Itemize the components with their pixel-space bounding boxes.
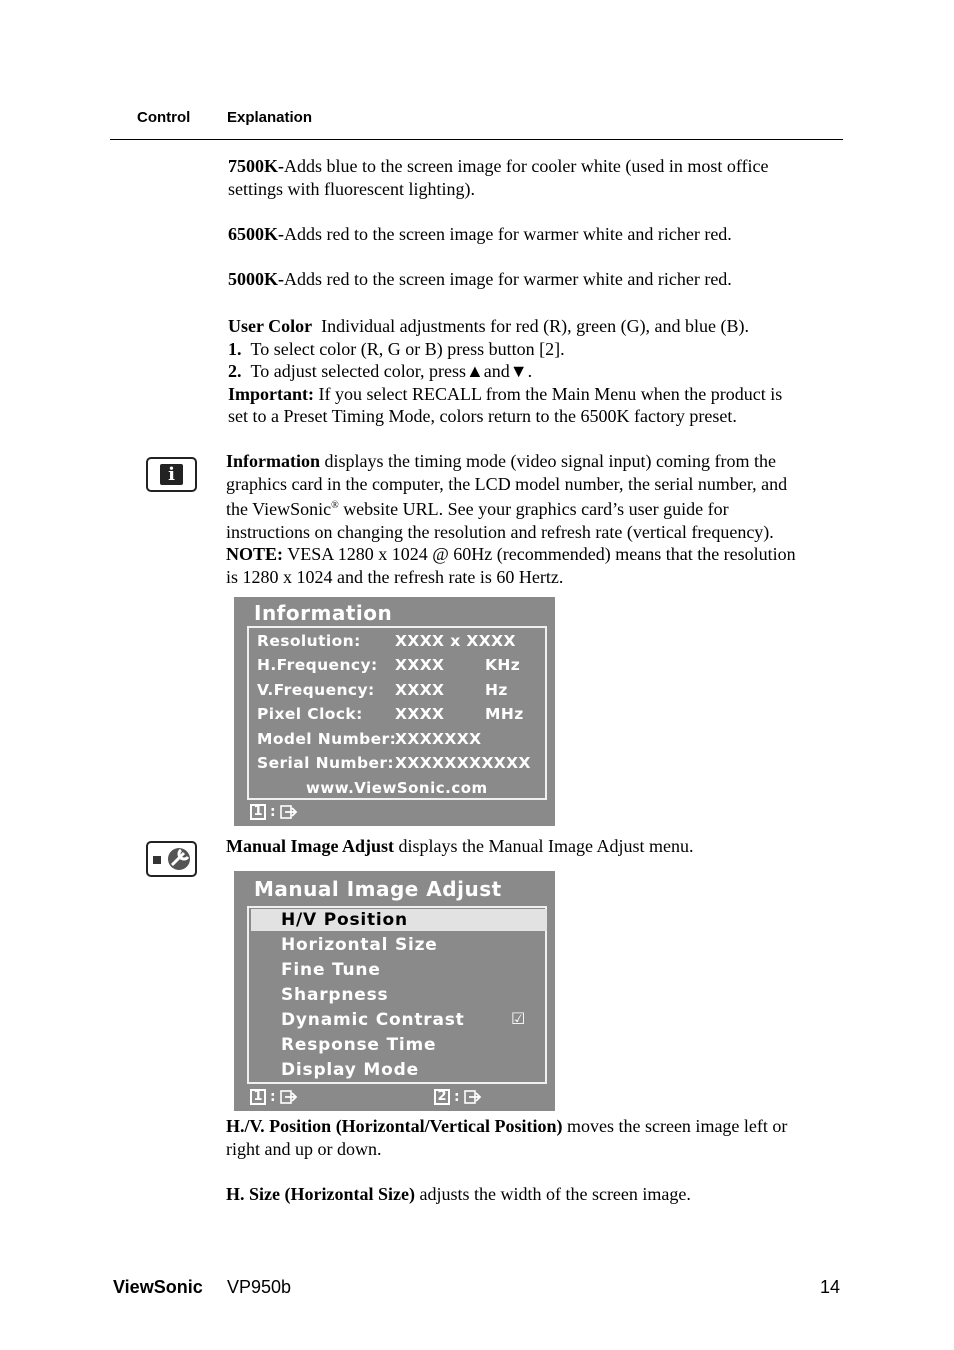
- menu-item-sharpness[interactable]: Sharpness: [281, 985, 389, 1005]
- color-temp-5000k: 5000K-Adds red to the screen image for warmer white and richer red.: [228, 269, 732, 289]
- down-arrow-icon: ▼: [509, 361, 528, 382]
- color-temp-7500k: 7500K-Adds blue to the screen image for cooler white (used in most office settings with fluorescent lighting).: [228, 156, 769, 199]
- key-2-icon: 2: [434, 1089, 450, 1105]
- h-size-description: H. Size (Horizontal Size) adjusts the width of the screen image.: [226, 1184, 691, 1204]
- osd-menu-frame: [247, 906, 547, 1084]
- osd-exit-key: 1 :: [250, 1089, 298, 1105]
- key-1-icon: 1: [250, 1089, 266, 1105]
- note-label: NOTE:: [226, 544, 284, 565]
- osd-info-row: H.Frequency: XXXX KHz: [257, 656, 521, 674]
- manual-image-adjust-icon: [146, 841, 197, 877]
- osd-url: www.ViewSonic.com: [306, 779, 488, 797]
- checkbox-icon[interactable]: ☑: [511, 1009, 526, 1028]
- user-color-label: User Color: [228, 316, 313, 336]
- key-1-icon: 1: [250, 804, 266, 820]
- osd-info-row: Pixel Clock: XXXX MHz: [257, 705, 524, 723]
- menu-item-response-time[interactable]: Response Time: [281, 1035, 437, 1055]
- osd-exit-key: 1 :: [250, 804, 298, 820]
- menu-item-hv-position[interactable]: H/V Position: [281, 910, 408, 930]
- information-description: Information displays the timing mode (video signal input) coming from the graphics card in the computer, the LCD model number, the serial number, and the ViewSonic® website URL. See your graphics card’s user guide for instructions on changing the resolution and refresh rate (vertical frequency). NOTE: VESA 1280 x 1024 @ 60Hz (recommended) means that the resolution is 1280 x 1024 and the refresh rate is 60 Hertz.: [226, 451, 796, 587]
- exit-icon: [280, 1089, 298, 1105]
- user-color-section: User Color Individual adjustments for red (R), green (G), and blue (B). 1. To select color (R, G or B) press button [2]. 2. To adjust selected color, press▲and▼. Important: If you select RECALL from the Main Menu when the product is set to a Preset Timing Mode, colors return to the 6500K factory preset.: [228, 316, 783, 427]
- color-temp-6500k: 6500K-Adds red to the screen image for warmer white and richer red.: [228, 224, 732, 244]
- manual-image-adjust-osd-panel: [234, 871, 555, 1111]
- osd-title: Information: [254, 601, 393, 625]
- enter-icon: [464, 1089, 482, 1105]
- information-icon: i: [146, 457, 197, 492]
- wrench-icon: [164, 845, 194, 873]
- menu-item-fine-tune[interactable]: Fine Tune: [281, 960, 381, 980]
- information-osd-panel: [234, 597, 555, 826]
- osd-info-frame: [247, 626, 547, 800]
- footer-model: VP950b: [227, 1277, 292, 1297]
- column-header-explanation: Explanation: [227, 109, 313, 126]
- osd-info-row: Resolution: XXXX x XXXX: [257, 632, 516, 650]
- hv-position-description: H./V. Position (Horizontal/Vertical Position) moves the screen image left or right and up or down.: [226, 1116, 788, 1159]
- manual-image-adjust-description: Manual Image Adjust displays the Manual Image Adjust menu.: [226, 836, 694, 856]
- osd-title: Manual Image Adjust: [254, 877, 502, 901]
- page-number: 14: [820, 1277, 841, 1297]
- osd-info-row: V.Frequency: XXXX Hz: [257, 681, 508, 699]
- osd-info-row: Serial Number: XXXXXXXXXXX: [257, 754, 531, 772]
- column-header-control: Control: [137, 109, 191, 126]
- exit-icon: [280, 804, 298, 820]
- menu-item-dynamic-contrast[interactable]: Dynamic Contrast: [281, 1010, 465, 1030]
- header-divider: [110, 139, 843, 140]
- important-label: Important:: [228, 383, 314, 404]
- osd-enter-key: 2 :: [434, 1089, 482, 1105]
- menu-item-horizontal-size[interactable]: Horizontal Size: [281, 935, 438, 955]
- up-arrow-icon: ▲: [465, 361, 484, 382]
- footer-brand: ViewSonic: [113, 1277, 203, 1297]
- osd-info-row: Model Number: XXXXXXX: [257, 730, 482, 748]
- menu-item-display-mode[interactable]: Display Mode: [281, 1060, 419, 1080]
